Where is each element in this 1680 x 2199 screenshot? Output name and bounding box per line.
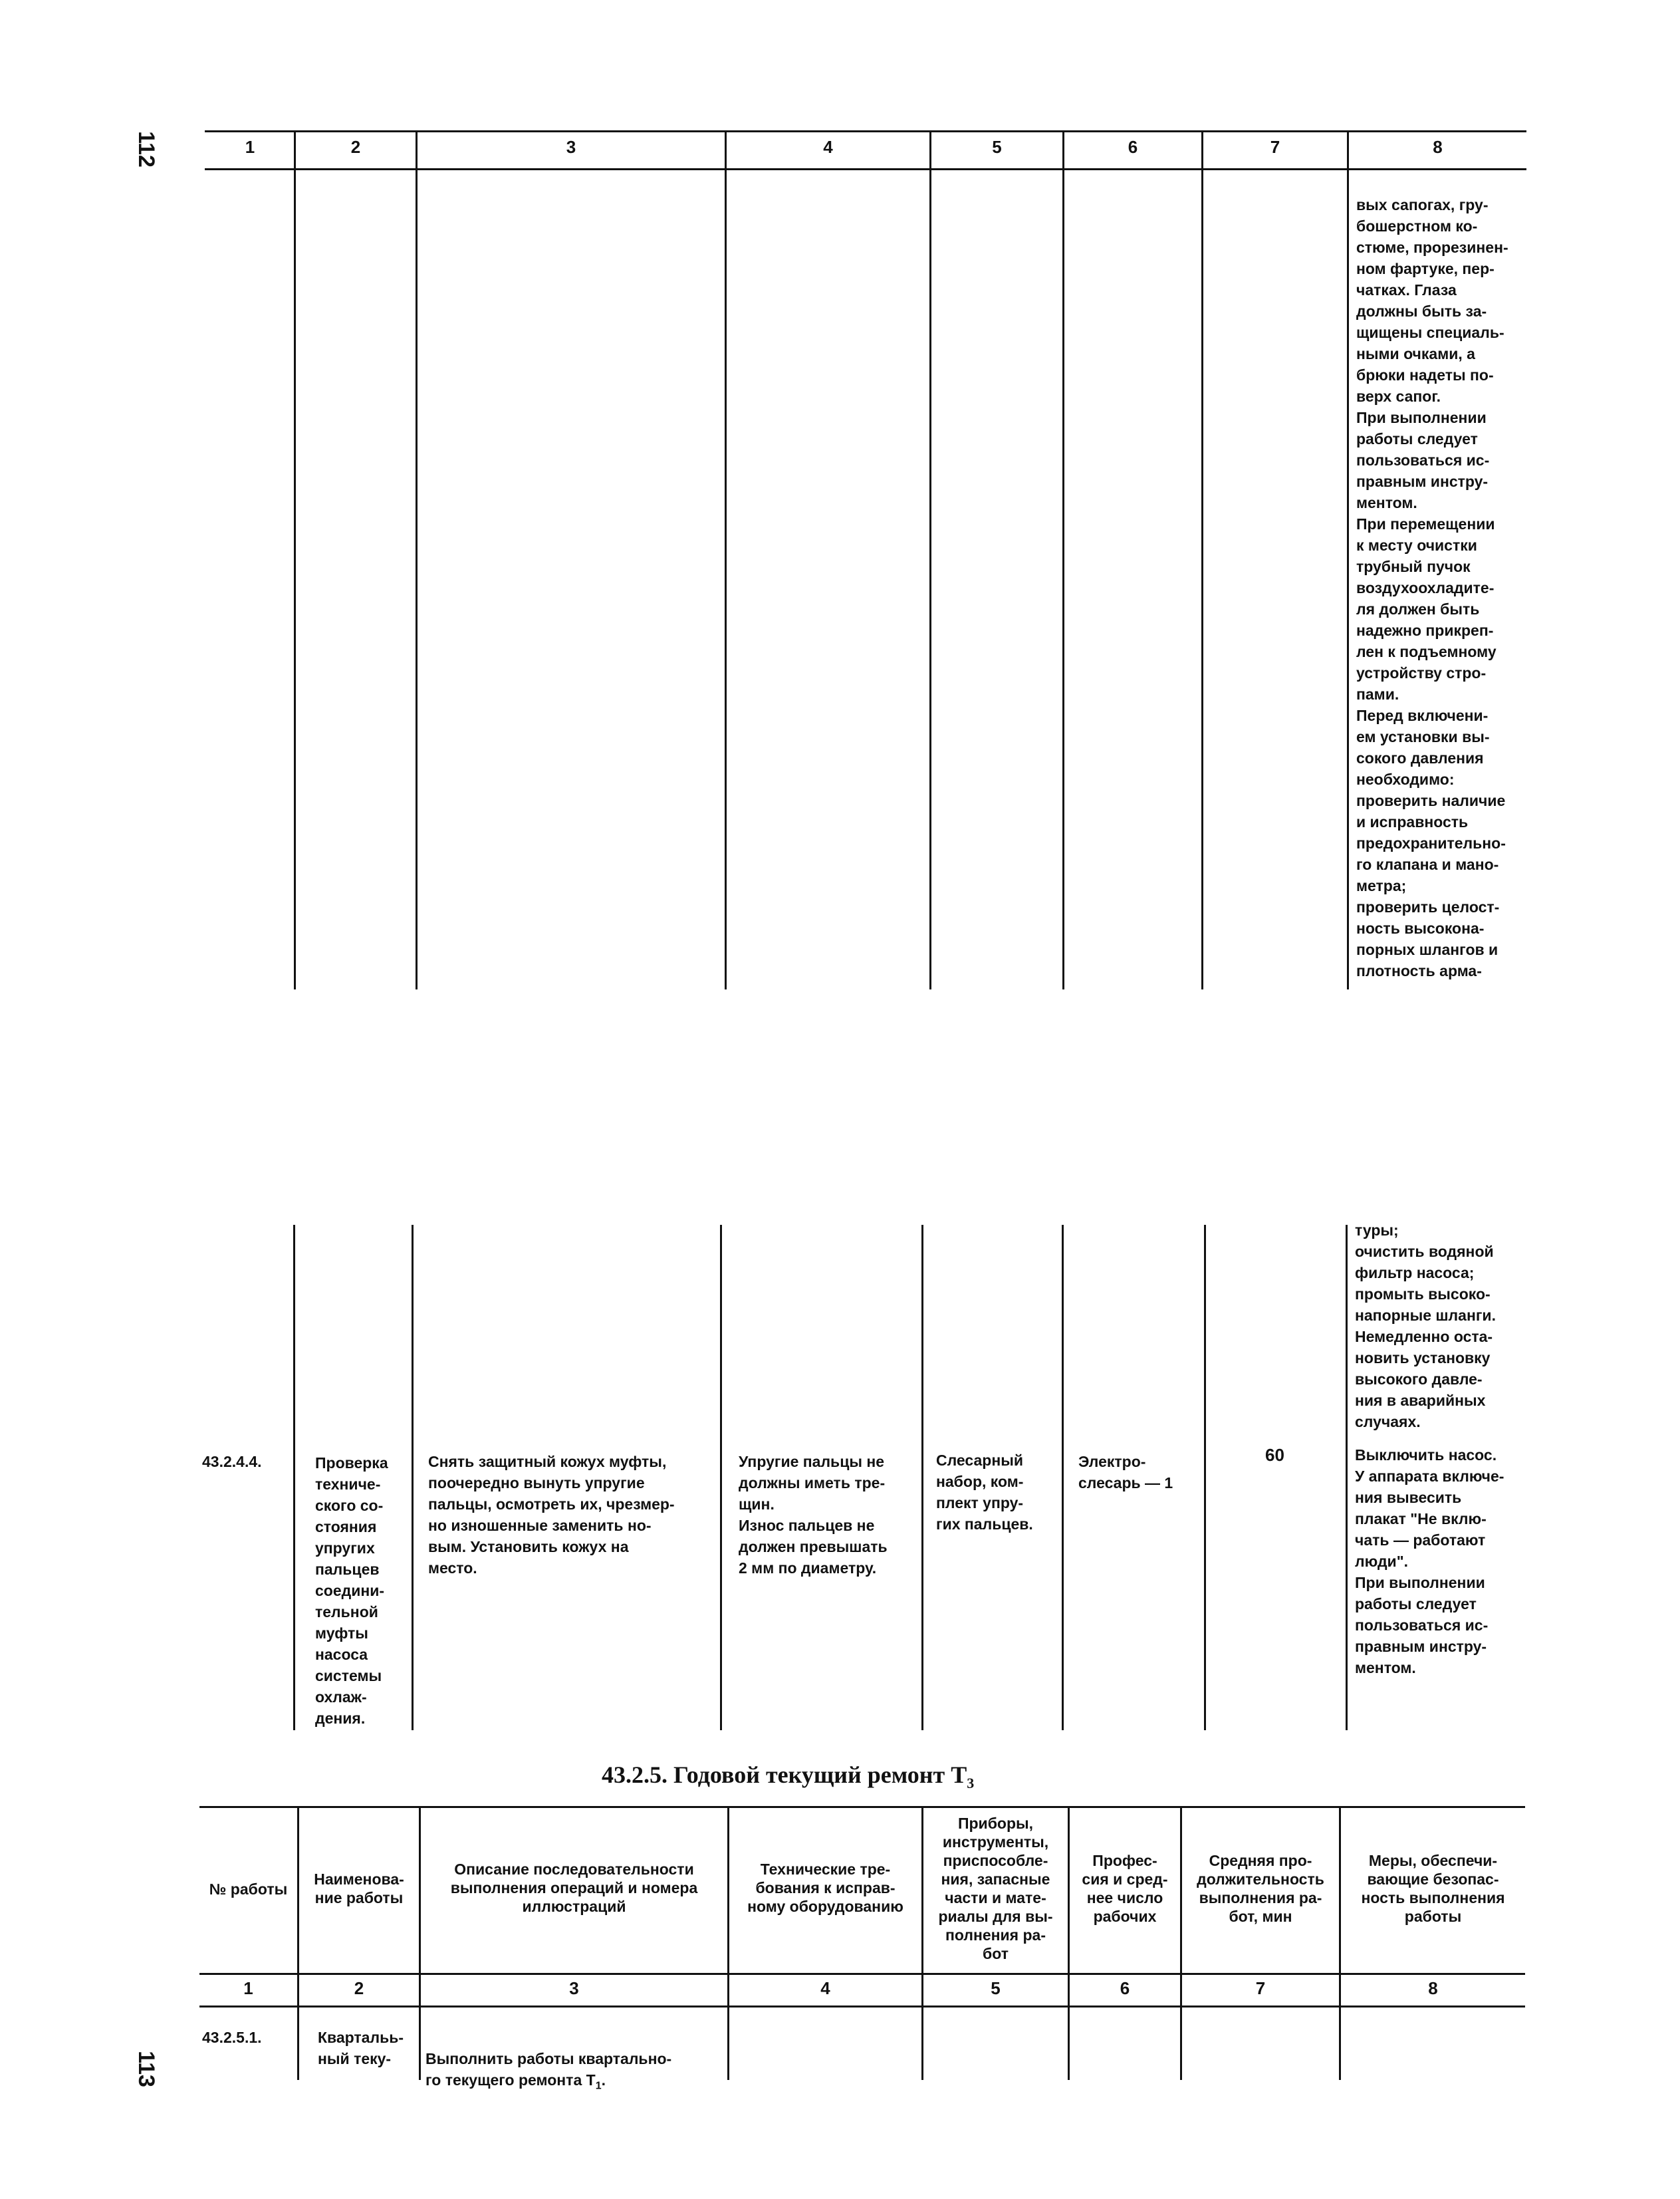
bottom-col-number-4: 4: [820, 1978, 830, 1998]
header-safety: Меры, обеспечи- вающие безопас- ность выполнения работы: [1361, 1852, 1505, 1925]
bottom-col-number-6: 6: [1120, 1978, 1130, 1998]
bottom-col-number-7: 7: [1255, 1978, 1266, 1998]
bottom-work-number: 43.2.5.1.: [202, 2029, 262, 2046]
section-title-subscript: 3: [967, 1775, 975, 1792]
section-title: [602, 1761, 974, 1792]
bottom-col-number-3: 3: [569, 1978, 579, 1998]
col-number-7: 7: [1270, 137, 1280, 157]
bottom-description-text: Выполнить работы квартально- го текущего ремонта Т: [425, 2050, 672, 2089]
work-number: 43.2.4.4.: [202, 1453, 262, 1470]
bottom-work-name: Квартальь- ный теку-: [318, 2029, 404, 2067]
bottom-col-number-1: 1: [243, 1978, 253, 1998]
tools-and-materials: Слесарный набор, ком- плект упру- гих пальцев.: [936, 1452, 1033, 1533]
bottom-col-number-2: 2: [354, 1978, 364, 1998]
header-profession: Профес- сия и сред- нее число рабочих: [1082, 1852, 1168, 1925]
page-number-top: 112: [133, 131, 159, 168]
header-description: Описание последовательности выполнения операций и номера иллюстраций: [450, 1861, 698, 1915]
col-number-3: 3: [566, 137, 576, 157]
header-duration: Средняя про- должительность выполнения ра- бот, мин: [1197, 1852, 1324, 1925]
safety-measures-text-top: вых сапогах, гру- бошерстном ко- стюме, прорезинен- ном фартуке, пер- чатках. Глаза должны быть за- щищены специаль- ными очками, а брюки надеты по- верх сапог. При выполнении работы следует пользоваться ис- правным инстру- ментом. При перемещении к месту очистки трубный пучок воздухоохладите- ля должен быть надежно прикреп- лен к подъемному устройству стро- пами. Перед включени- ем установки вы- сокого давления необходимо: проверить наличие и исправность предохранительно- го клапана и мано- метра; проверить целост- ность высокона- порных шлангов и плотность арма-: [1356, 196, 1508, 979]
duration: 60: [1265, 1445, 1284, 1465]
bottom-description-subscript: 1: [595, 2080, 602, 2092]
col-number-5: 5: [992, 137, 1002, 157]
bottom-description-end: .: [601, 2071, 606, 2089]
section-title-text: 43.2.5. Годовой текущий ремонт Т: [602, 1761, 967, 1788]
col-number-6: 6: [1128, 137, 1138, 157]
technical-requirements: Упругие пальцы не должны иметь тре- щин. Износ пальцев не должен превышать 2 мм по диаметру.: [739, 1453, 888, 1577]
header-work-number: № работы: [209, 1880, 288, 1898]
profession: Электро- слесарь — 1: [1078, 1453, 1173, 1491]
col-number-4: 4: [823, 137, 833, 157]
col-number-1: 1: [245, 137, 255, 157]
safety-measures-continued: туры; очистить водяной фильтр насоса; промыть высоко- напорные шланги. Немедленно оста- новить установку высокого давле- ния в аварийных случаях.: [1355, 1222, 1496, 1430]
bottom-work-description: [425, 2027, 725, 2097]
bottom-col-number-8: 8: [1428, 1978, 1438, 1998]
col-number-2: 2: [350, 137, 361, 157]
safety-measures: Выключить насос. У аппарата включе- ния вывесить плакат "Не вклю- чать — работают люди". При выполнении работы следует пользоваться ис- правным инстру- ментом.: [1355, 1446, 1504, 1676]
bottom-col-number-5: 5: [991, 1978, 1001, 1998]
work-description: Снять защитный кожух муфты, поочередно вынуть упругие пальцы, осмотреть их, чрезмер- но изношенные заменить но- вым. Установить кожух на место.: [428, 1453, 675, 1577]
header-work-name: Наименова- ние работы: [314, 1871, 404, 1906]
col-number-8: 8: [1433, 137, 1443, 157]
work-name: Проверка техниче- ского со- стояния упругих пальцев соедини- тельной муфты насоса системы охлаж- дения.: [315, 1454, 388, 1727]
header-tools: Приборы, инструменты, приспособле- ния, запасные части и мате- риалы для вы- полнения ра- бот: [938, 1815, 1053, 1962]
header-requirements: Технические тре- бования к исправ- ному оборудованию: [747, 1861, 903, 1915]
page-number-bottom: 113: [133, 2051, 159, 2087]
